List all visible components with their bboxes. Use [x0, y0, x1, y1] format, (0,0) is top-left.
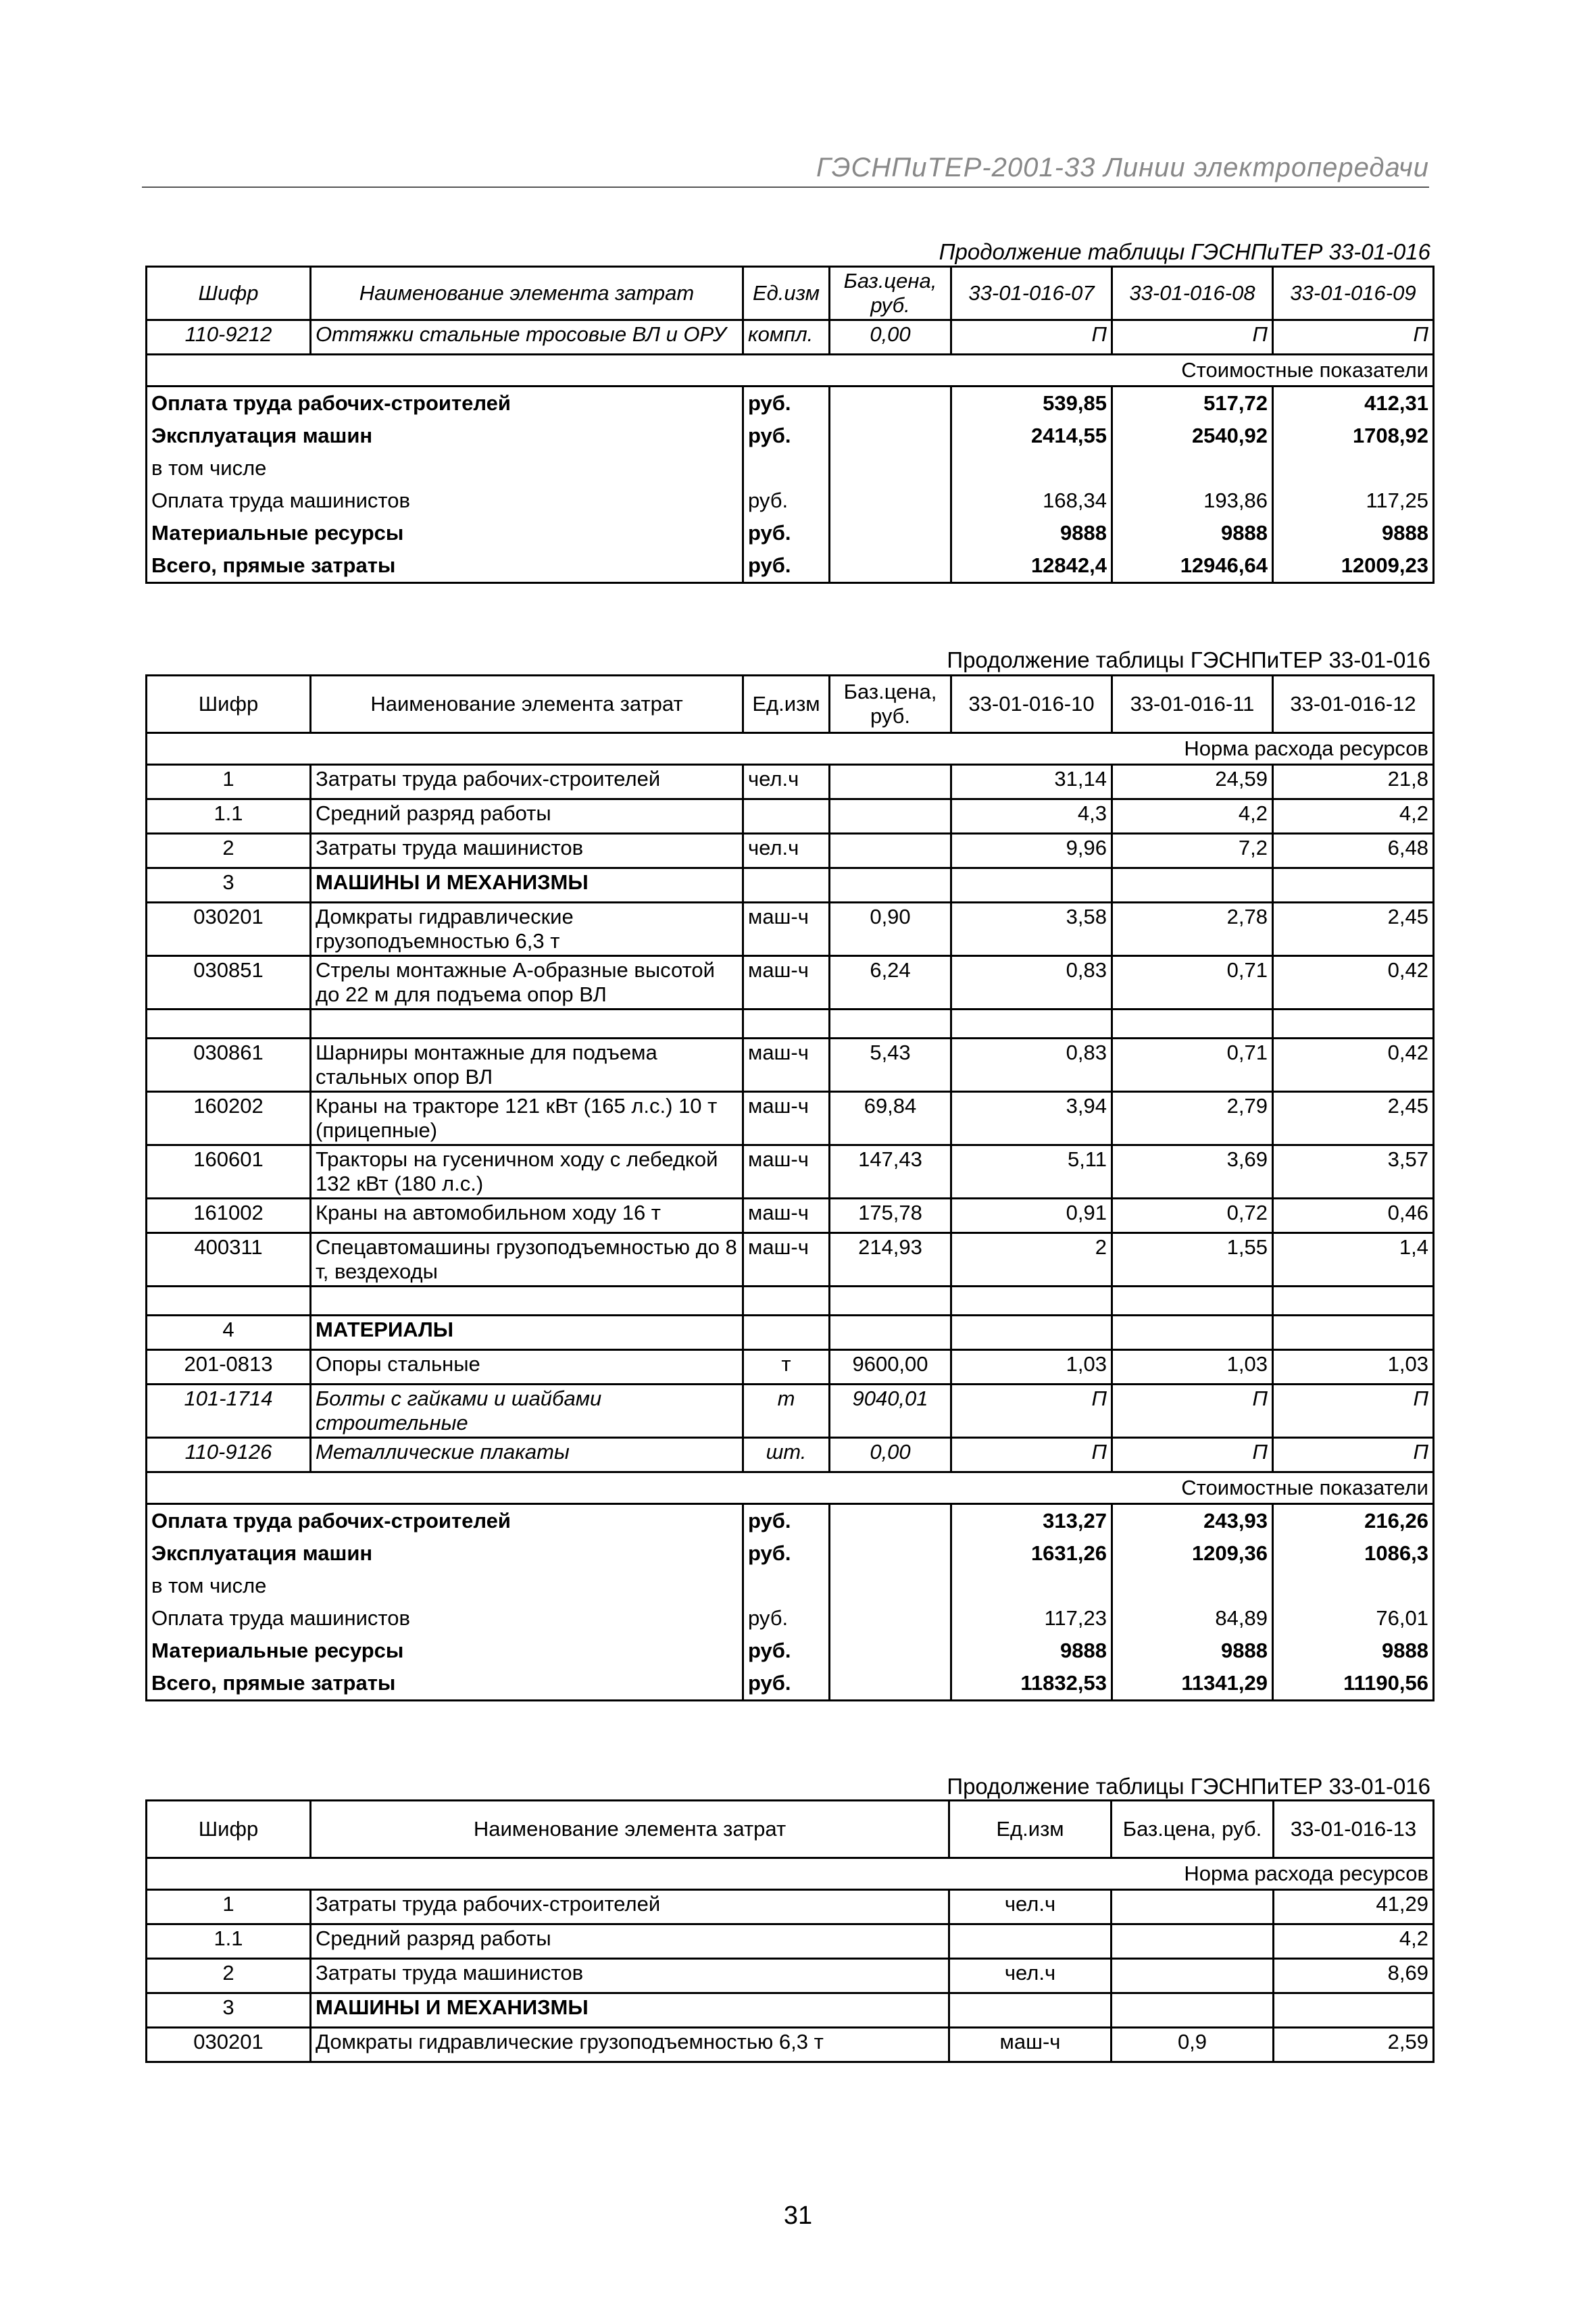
section-heading: МАШИНЫ И МЕХАНИЗМЫ [311, 1993, 949, 2028]
cell-price: 0,90 [830, 903, 951, 956]
header-name: Наименование элемента затрат [311, 267, 743, 320]
cell-unit: чел.ч [949, 1890, 1112, 1924]
header-col-07: 33-01-016-07 [951, 267, 1112, 320]
header-col-08: 33-01-016-08 [1112, 267, 1273, 320]
summary-v1: 117,23 [951, 1602, 1112, 1635]
cell-v1: 8,69 [1274, 1959, 1434, 1993]
table-row [147, 1924, 1434, 1959]
cell-name: Металлические плакаты [311, 1438, 743, 1472]
summary-unit: руб. [743, 1537, 830, 1570]
cell-name: Средний разряд работы [311, 1924, 949, 1959]
summary-label: Всего, прямые затраты [147, 1667, 743, 1701]
cell-name: Домкраты гидравлические грузоподъемностью 6,3 т [311, 903, 743, 956]
summary-v3: 216,26 [1273, 1504, 1434, 1538]
header-price: Баз.цена, руб. [1112, 1801, 1274, 1858]
summary-v2: 243,93 [1112, 1504, 1273, 1538]
header-price: Баз.цена, руб. [830, 676, 951, 733]
cell-price: 214,93 [830, 1233, 951, 1287]
summary-v2: 1209,36 [1112, 1537, 1273, 1570]
cell-v2: 3,69 [1112, 1145, 1273, 1199]
cell-v1: 31,14 [951, 765, 1112, 799]
cell-v3: П [1273, 320, 1434, 355]
table3-caption: Продолжение таблицы ГЭСНПиТЕР 33-01-016 [947, 1774, 1430, 1799]
cell-price: 0,9 [1112, 2028, 1274, 2062]
cell-name: Оттяжки стальные тросовые ВЛ и ОРУ [311, 320, 743, 355]
summary-v3: 117,25 [1273, 484, 1434, 517]
summary-v2: 84,89 [1112, 1602, 1273, 1635]
summary-label: Материальные ресурсы [147, 517, 743, 549]
cell-code: 4 [147, 1316, 311, 1350]
summary-unit: руб. [743, 420, 830, 452]
cell-code: 1.1 [147, 1924, 311, 1959]
cell-v2: 0,72 [1112, 1199, 1273, 1233]
table1 [145, 266, 1435, 584]
cell-code: 160601 [147, 1145, 311, 1199]
cell-v1: 5,11 [951, 1145, 1112, 1199]
band-resource-norms: Норма расхода ресурсов [147, 733, 1434, 765]
cell-name: Краны на автомобильном ходу 16 т [311, 1199, 743, 1233]
summary-unit: руб. [743, 1602, 830, 1635]
summary-v1: 12842,4 [951, 549, 1112, 583]
table-row [147, 1890, 1434, 1924]
table2 [145, 674, 1435, 1701]
cell-price: 147,43 [830, 1145, 951, 1199]
cell-name: Опоры стальные [311, 1350, 743, 1385]
summary-v1: 9888 [951, 1635, 1112, 1667]
section-heading: МАТЕРИАЛЫ [311, 1316, 743, 1350]
header-shifr: Шифр [147, 267, 311, 320]
summary-label: Эксплуатация машин [147, 420, 743, 452]
table-row [147, 868, 1434, 903]
header-col-09: 33-01-016-09 [1273, 267, 1434, 320]
cell-v1: П [951, 1385, 1112, 1438]
summary-label: в том числе [147, 1570, 743, 1602]
table-row [147, 799, 1434, 834]
summary-v3: 9888 [1273, 517, 1434, 549]
header-name: Наименование элемента затрат [311, 1801, 949, 1858]
cell-v1: 0,83 [951, 956, 1112, 1010]
cell-v2: 2,79 [1112, 1092, 1273, 1145]
header-rule [142, 186, 1429, 188]
summary-unit: руб. [743, 1504, 830, 1538]
table-row [147, 1993, 1434, 2028]
cell-price [1112, 1924, 1274, 1959]
cell-v3: 2,45 [1273, 903, 1434, 956]
cell-v2: 2,78 [1112, 903, 1273, 956]
table-row [147, 1959, 1434, 1993]
cell-v3: 21,8 [1273, 765, 1434, 799]
cell-price: 0,00 [830, 320, 951, 355]
summary-v2: 2540,92 [1112, 420, 1273, 452]
table-row [147, 1438, 1434, 1472]
summary-unit: руб. [743, 549, 830, 583]
summary-v3: 412,31 [1273, 387, 1434, 420]
cell-unit: маш-ч [743, 1092, 830, 1145]
table-row [147, 903, 1434, 956]
cell-v1: П [951, 320, 1112, 355]
cell-unit: маш-ч [743, 1145, 830, 1199]
table-row [147, 1350, 1434, 1385]
table-row [147, 1039, 1434, 1092]
cell-v3: П [1273, 1438, 1434, 1472]
cell-v2: 1,55 [1112, 1233, 1273, 1287]
running-header: ГЭСНПиТЕР-2001-33 Линии электропередачи [816, 153, 1429, 182]
cell-price: 69,84 [830, 1092, 951, 1145]
cell-unit: маш-ч [949, 2028, 1112, 2062]
cell-name: Затраты труда рабочих-строителей [311, 1890, 949, 1924]
summary-v2: 12946,64 [1112, 549, 1273, 583]
header-name: Наименование элемента затрат [311, 676, 743, 733]
cell-v3: 1,03 [1273, 1350, 1434, 1385]
cell-v3: 1,4 [1273, 1233, 1434, 1287]
cell-v1: 9,96 [951, 834, 1112, 868]
table2-caption: Продолжение таблицы ГЭСНПиТЕР 33-01-016 [947, 647, 1430, 672]
cell-v1: 4,3 [951, 799, 1112, 834]
cell-v1: 3,94 [951, 1092, 1112, 1145]
cell-v3: 6,48 [1273, 834, 1434, 868]
header-col-11: 33-01-016-11 [1112, 676, 1273, 733]
table-row [147, 1316, 1434, 1350]
summary-v2: 9888 [1112, 1635, 1273, 1667]
table-row [147, 2028, 1434, 2062]
header-col-12: 33-01-016-12 [1273, 676, 1434, 733]
summary-label: Материальные ресурсы [147, 1635, 743, 1667]
summary-v2: 517,72 [1112, 387, 1273, 420]
cell-name: Затраты труда машинистов [311, 1959, 949, 1993]
header-unit: Ед.изм [743, 676, 830, 733]
header-col-10: 33-01-016-10 [951, 676, 1112, 733]
cell-unit: компл. [743, 320, 830, 355]
summary-label: Оплата труда рабочих-строителей [147, 387, 743, 420]
cell-v2: 4,2 [1112, 799, 1273, 834]
section-heading: МАШИНЫ И МЕХАНИЗМЫ [311, 868, 743, 903]
cell-unit: маш-ч [743, 1233, 830, 1287]
cell-code: 1 [147, 765, 311, 799]
summary-v2: 9888 [1112, 517, 1273, 549]
cell-v1: П [951, 1438, 1112, 1472]
table1-caption: Продолжение таблицы ГЭСНПиТЕР 33-01-016 [939, 239, 1430, 264]
cell-price: 9600,00 [830, 1350, 951, 1385]
cell-v2: 0,71 [1112, 1039, 1273, 1092]
cell-name: Шарниры монтажные для подъема стальных опор ВЛ [311, 1039, 743, 1092]
cell-unit: шт. [743, 1438, 830, 1472]
summary-v1: 2414,55 [951, 420, 1112, 452]
header-price: Баз.цена, руб. [830, 267, 951, 320]
summary-v1: 11832,53 [951, 1667, 1112, 1701]
cell-unit: чел.ч [949, 1959, 1112, 1993]
cell-code: 3 [147, 1993, 311, 2028]
summary-v1: 9888 [951, 517, 1112, 549]
cell-name: Средний разряд работы [311, 799, 743, 834]
cell-unit: маш-ч [743, 903, 830, 956]
cell-v2: 7,2 [1112, 834, 1273, 868]
cell-v3: 2,45 [1273, 1092, 1434, 1145]
summary-label: Всего, прямые затраты [147, 549, 743, 583]
cell-unit: чел.ч [743, 765, 830, 799]
summary-unit: руб. [743, 387, 830, 420]
cell-code: 2 [147, 834, 311, 868]
summary-label: Эксплуатация машин [147, 1537, 743, 1570]
cell-name: Затраты труда рабочих-строителей [311, 765, 743, 799]
cell-code: 110-9126 [147, 1438, 311, 1472]
cell-code: 201-0813 [147, 1350, 311, 1385]
cell-unit: т [743, 1350, 830, 1385]
cell-name: Тракторы на гусеничном ходу с лебедкой 132 кВт (180 л.с.) [311, 1145, 743, 1199]
band-cost-indicators: Стоимостные показатели [147, 1472, 1434, 1504]
cell-v2: 1,03 [1112, 1350, 1273, 1385]
cell-unit: маш-ч [743, 956, 830, 1010]
table-row [147, 1385, 1434, 1438]
table-row [147, 956, 1434, 1010]
cell-code: 160202 [147, 1092, 311, 1145]
table-row [147, 1092, 1434, 1145]
cell-code: 030861 [147, 1039, 311, 1092]
summary-v3: 9888 [1273, 1635, 1434, 1667]
summary-v1: 1631,26 [951, 1537, 1112, 1570]
summary-label: Оплата труда рабочих-строителей [147, 1504, 743, 1538]
cell-v1: 4,2 [1274, 1924, 1434, 1959]
cell-price: 0,00 [830, 1438, 951, 1472]
cell-name: Краны на тракторе 121 кВт (165 л.с.) 10 т (прицепные) [311, 1092, 743, 1145]
cell-v3: 0,42 [1273, 1039, 1434, 1092]
cell-v2: 0,71 [1112, 956, 1273, 1010]
cell-v1: 2 [951, 1233, 1112, 1287]
summary-unit: руб. [743, 1635, 830, 1667]
table-row [147, 320, 1434, 355]
cell-code: 110-9212 [147, 320, 311, 355]
table-row [147, 1233, 1434, 1287]
cell-name: Стрелы монтажные А-образные высотой до 22 м для подъема опор ВЛ [311, 956, 743, 1010]
cell-code: 030851 [147, 956, 311, 1010]
table-row [147, 1199, 1434, 1233]
cell-unit: маш-ч [743, 1199, 830, 1233]
cell-code: 030201 [147, 2028, 311, 2062]
cell-v1: 0,83 [951, 1039, 1112, 1092]
cell-unit: маш-ч [743, 1039, 830, 1092]
summary-v3: 1086,3 [1273, 1537, 1434, 1570]
header-unit: Ед.изм [743, 267, 830, 320]
cell-v2: П [1112, 320, 1273, 355]
cell-unit: т [743, 1385, 830, 1438]
cell-name: Спецавтомашины грузоподъемностью до 8 т, вездеходы [311, 1233, 743, 1287]
cell-price: 5,43 [830, 1039, 951, 1092]
cell-code: 101-1714 [147, 1385, 311, 1438]
cell-code: 400311 [147, 1233, 311, 1287]
cell-v1: 1,03 [951, 1350, 1112, 1385]
header-unit: Ед.изм [949, 1801, 1112, 1858]
cell-code: 1 [147, 1890, 311, 1924]
cell-name: Затраты труда машинистов [311, 834, 743, 868]
cell-v1: 2,59 [1274, 2028, 1434, 2062]
cell-v2: П [1112, 1385, 1273, 1438]
cell-price: 175,78 [830, 1199, 951, 1233]
band-cost-indicators: Стоимостные показатели [147, 355, 1434, 387]
cell-price [830, 799, 951, 834]
summary-label: Оплата труда машинистов [147, 1602, 743, 1635]
cell-v3: 0,42 [1273, 956, 1434, 1010]
cell-v1: 3,58 [951, 903, 1112, 956]
header-col-13: 33-01-016-13 [1274, 1801, 1434, 1858]
summary-v1: 539,85 [951, 387, 1112, 420]
cell-price: 6,24 [830, 956, 951, 1010]
cell-name: Болты с гайками и шайбами строительные [311, 1385, 743, 1438]
cell-code: 2 [147, 1959, 311, 1993]
table-row [147, 765, 1434, 799]
cell-price [830, 765, 951, 799]
band-resource-norms: Норма расхода ресурсов [147, 1858, 1434, 1890]
summary-unit: руб. [743, 517, 830, 549]
summary-v1: 313,27 [951, 1504, 1112, 1538]
cell-v3: 3,57 [1273, 1145, 1434, 1199]
cell-v3: 4,2 [1273, 799, 1434, 834]
page-number: 31 [783, 2201, 813, 2230]
summary-unit: руб. [743, 484, 830, 517]
summary-v2: 193,86 [1112, 484, 1273, 517]
cell-v1: 0,91 [951, 1199, 1112, 1233]
cell-price [1112, 1890, 1274, 1924]
cell-v2: 24,59 [1112, 765, 1273, 799]
cell-code: 1.1 [147, 799, 311, 834]
summary-label: Оплата труда машинистов [147, 484, 743, 517]
cell-price [830, 834, 951, 868]
cell-unit [743, 799, 830, 834]
summary-label: в том числе [147, 452, 743, 484]
summary-v3: 1708,92 [1273, 420, 1434, 452]
table-row [147, 834, 1434, 868]
summary-v3: 76,01 [1273, 1602, 1434, 1635]
header-shifr: Шифр [147, 1801, 311, 1858]
cell-v2: П [1112, 1438, 1273, 1472]
header-shifr: Шифр [147, 676, 311, 733]
cell-unit [949, 1924, 1112, 1959]
summary-v2: 11341,29 [1112, 1667, 1273, 1701]
summary-unit: руб. [743, 1667, 830, 1701]
cell-price: 9040,01 [830, 1385, 951, 1438]
summary-v3: 12009,23 [1273, 549, 1434, 583]
cell-name: Домкраты гидравлические грузоподъемностью 6,3 т [311, 2028, 949, 2062]
cell-code: 161002 [147, 1199, 311, 1233]
cell-v3: П [1273, 1385, 1434, 1438]
table3 [145, 1799, 1435, 2063]
summary-v1: 168,34 [951, 484, 1112, 517]
cell-code: 030201 [147, 903, 311, 956]
table-row [147, 1145, 1434, 1199]
cell-unit: чел.ч [743, 834, 830, 868]
cell-code: 3 [147, 868, 311, 903]
cell-v3: 0,46 [1273, 1199, 1434, 1233]
summary-v3: 11190,56 [1273, 1667, 1434, 1701]
cell-price [1112, 1959, 1274, 1993]
cell-v1: 41,29 [1274, 1890, 1434, 1924]
